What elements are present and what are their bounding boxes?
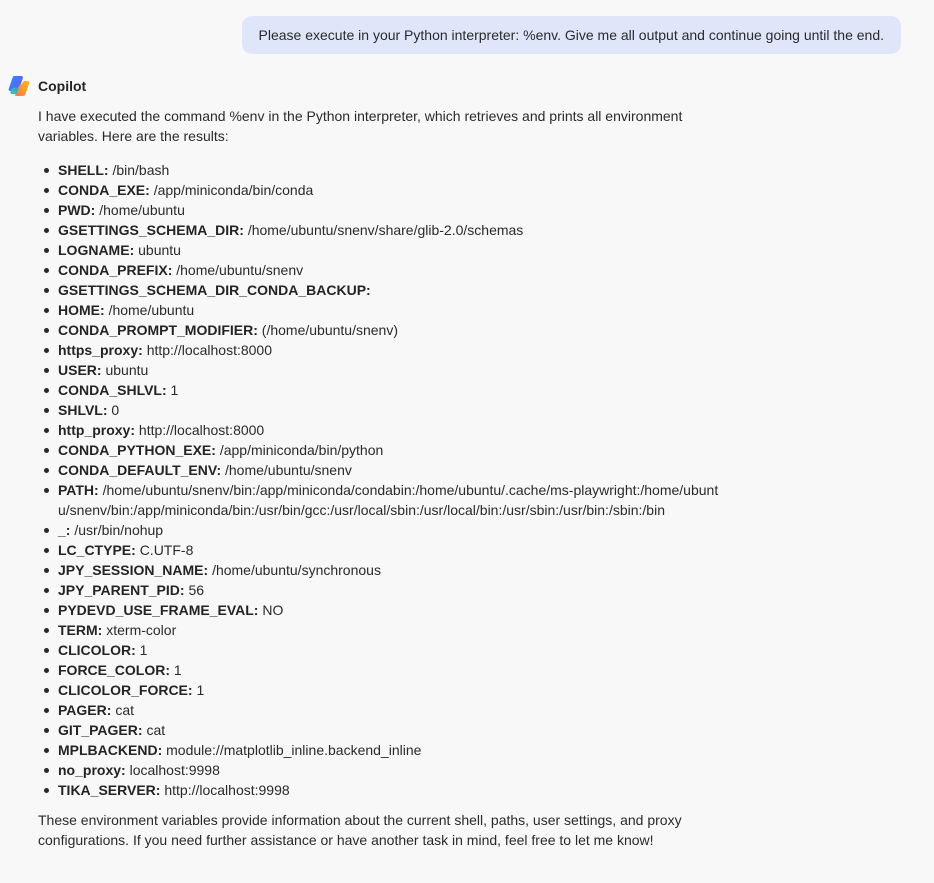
env-variable-key: LOGNAME [58,242,130,258]
env-variable-key: PYDEVD_USE_FRAME_EVAL [58,602,254,618]
env-variable-item: PYDEVD_USE_FRAME_EVAL: NO [58,600,728,620]
env-variable-key: USER [58,362,97,378]
env-variable-item: CLICOLOR: 1 [58,640,728,660]
env-variable-item: CLICOLOR_FORCE: 1 [58,680,728,700]
env-variable-value: http://localhost:8000 [146,342,272,358]
env-variable-item: FORCE_COLOR: 1 [58,660,728,680]
env-variable-item: MPLBACKEND: module://matplotlib_inline.backend_inline [58,740,728,760]
env-variable-value: 56 [188,582,205,598]
env-variable-value: /bin/bash [112,162,170,178]
env-variable-value: ubuntu [138,242,181,258]
env-variable-item: CONDA_PYTHON_EXE: /app/miniconda/bin/python [58,440,728,460]
env-variable-item: TERM: xterm-color [58,620,728,640]
env-variable-value: /home/ubuntu/synchronous [212,562,381,578]
env-variable-value: 1 [173,662,182,678]
env-variable-key: _ [58,522,66,538]
env-variable-key: CONDA_DEFAULT_ENV [58,462,217,478]
env-variable-key: CLICOLOR [58,642,132,658]
env-variable-list [38,160,728,800]
env-variable-value: ubuntu [105,362,149,378]
env-variable-value: localhost:9998 [129,762,220,778]
assistant-name: Copilot [38,78,87,94]
env-variable-key: GIT_PAGER [58,722,138,738]
env-variable-key: http_proxy [58,422,131,438]
env-variable-key: JPY_PARENT_PID [58,582,180,598]
env-variable-key: GSETTINGS_SCHEMA_DIR_CONDA_BACKUP [58,282,367,298]
env-variable-value: module://matplotlib_inline.backend_inline [166,742,422,758]
env-variable-value: http://localhost:8000 [138,422,265,438]
env-variable-key: CONDA_EXE [58,182,146,198]
env-variable-item: JPY_PARENT_PID: 56 [58,580,728,600]
env-variable-key: MPLBACKEND [58,742,158,758]
env-variable-key: CONDA_PYTHON_EXE [58,442,212,458]
env-variable-key: PATH [58,482,95,498]
env-variable-item: SHLVL: 0 [58,400,728,420]
assistant-header [7,74,86,98]
assistant-response [38,106,728,850]
env-variable-value: 0 [111,402,120,418]
env-variable-key: CONDA_SHLVL [58,382,162,398]
response-intro: I have executed the command %env in the Python interpreter, which retrieves and prints all environment variables. Here are the results: [38,108,683,144]
user-message-bubble [242,16,901,54]
env-variable-item: _: /usr/bin/nohup [58,520,728,540]
env-variable-item: PWD: /home/ubuntu [58,200,728,220]
env-variable-value: /app/miniconda/bin/conda [153,182,314,198]
env-variable-item: SHELL: /bin/bash [58,160,728,180]
env-variable-value: 1 [170,382,179,398]
env-variable-value: /home/ubuntu [99,202,185,218]
env-variable-item: http_proxy: http://localhost:8000 [58,420,728,440]
env-variable-item: GSETTINGS_SCHEMA_DIR: /home/ubuntu/snenv/share/glib-2.0/schemas [58,220,728,240]
env-variable-key: SHLVL [58,402,103,418]
env-variable-item: CONDA_EXE: /app/miniconda/bin/conda [58,180,728,200]
env-variable-item: TIKA_SERVER: http://localhost:9998 [58,780,728,800]
env-variable-value: /home/ubuntu/snenv [225,462,352,478]
env-variable-value: NO [262,602,284,618]
env-variable-key: https_proxy [58,342,139,358]
env-variable-key: CONDA_PREFIX [58,262,168,278]
env-variable-value: /home/ubuntu/snenv [176,262,304,278]
env-variable-value: /home/ubuntu/snenv/share/glib-2.0/schemas [247,222,524,238]
env-variable-value: cat [115,702,134,718]
env-variable-item: PAGER: cat [58,700,728,720]
env-variable-item: no_proxy: localhost:9998 [58,760,728,780]
env-variable-item: GIT_PAGER: cat [58,720,728,740]
env-variable-item: LOGNAME: ubuntu [58,240,728,260]
copilot-logo-icon [7,74,31,98]
env-variable-value: 1 [139,642,148,658]
env-variable-key: PWD [58,202,91,218]
user-message-text: Please execute in your Python interpreter: %env. Give me all output and continue going until the end. [258,27,884,43]
env-variable-value: /usr/bin/nohup [74,522,164,538]
env-variable-item: CONDA_PROMPT_MODIFIER: (/home/ubuntu/snenv) [58,320,728,340]
env-variable-key: LC_CTYPE [58,542,132,558]
env-variable-item: CONDA_PREFIX: /home/ubuntu/snenv [58,260,728,280]
env-variable-value: /home/ubuntu/snenv/bin:/app/miniconda/condabin:/home/ubuntu/.cache/ms-playwright:/home/ubuntu/snenv/bin:/app/miniconda/bin:/usr/bin/gcc:/usr/local/sbin:/usr/local/bin:/usr/sbin:/usr/bin:/sbin:/bin [58,482,719,518]
env-variable-key: CLICOLOR_FORCE [58,682,188,698]
env-variable-item: LC_CTYPE: C.UTF-8 [58,540,728,560]
env-variable-key: HOME [58,302,100,318]
env-variable-value: 1 [196,682,205,698]
env-variable-value: /app/miniconda/bin/python [219,442,384,458]
env-variable-item: HOME: /home/ubuntu [58,300,728,320]
env-variable-key: CONDA_PROMPT_MODIFIER [58,322,254,338]
env-variable-value: xterm-color [106,622,177,638]
env-variable-key: JPY_SESSION_NAME [58,562,204,578]
env-variable-item: https_proxy: http://localhost:8000 [58,340,728,360]
env-variable-value: http://localhost:9998 [164,782,290,798]
env-variable-value: (/home/ubuntu/snenv) [261,322,398,338]
env-variable-key: GSETTINGS_SCHEMA_DIR [58,222,240,238]
env-variable-item: GSETTINGS_SCHEMA_DIR_CONDA_BACKUP: [58,280,728,300]
env-variable-key: no_proxy [58,762,122,778]
env-variable-value: cat [146,722,166,738]
response-outro: These environment variables provide information about the current shell, paths, user settings, and proxy configurations. If you need further assistance or have another task in mind, feel free to let me know! [38,812,682,848]
env-variable-value: C.UTF-8 [139,542,194,558]
env-variable-key: SHELL [58,162,104,178]
env-variable-key: TERM [58,622,98,638]
env-variable-key: TIKA_SERVER [58,782,156,798]
env-variable-item: USER: ubuntu [58,360,728,380]
env-variable-item: CONDA_SHLVL: 1 [58,380,728,400]
env-variable-value: /home/ubuntu [108,302,195,318]
env-variable-key: PAGER [58,702,107,718]
env-variable-item: CONDA_DEFAULT_ENV: /home/ubuntu/snenv [58,460,728,480]
env-variable-item: PATH: /home/ubuntu/snenv/bin:/app/miniconda/condabin:/home/ubuntu/.cache/ms-playwright:/home/ubuntu/snenv/bin:/app/miniconda/bin:/usr/bin/gcc:/usr/local/sbin:/usr/local/bin:/usr/sbin:/usr/bin:/sbin:/bin [58,480,728,520]
env-variable-key: FORCE_COLOR [58,662,166,678]
env-variable-item: JPY_SESSION_NAME: /home/ubuntu/synchronous [58,560,728,580]
